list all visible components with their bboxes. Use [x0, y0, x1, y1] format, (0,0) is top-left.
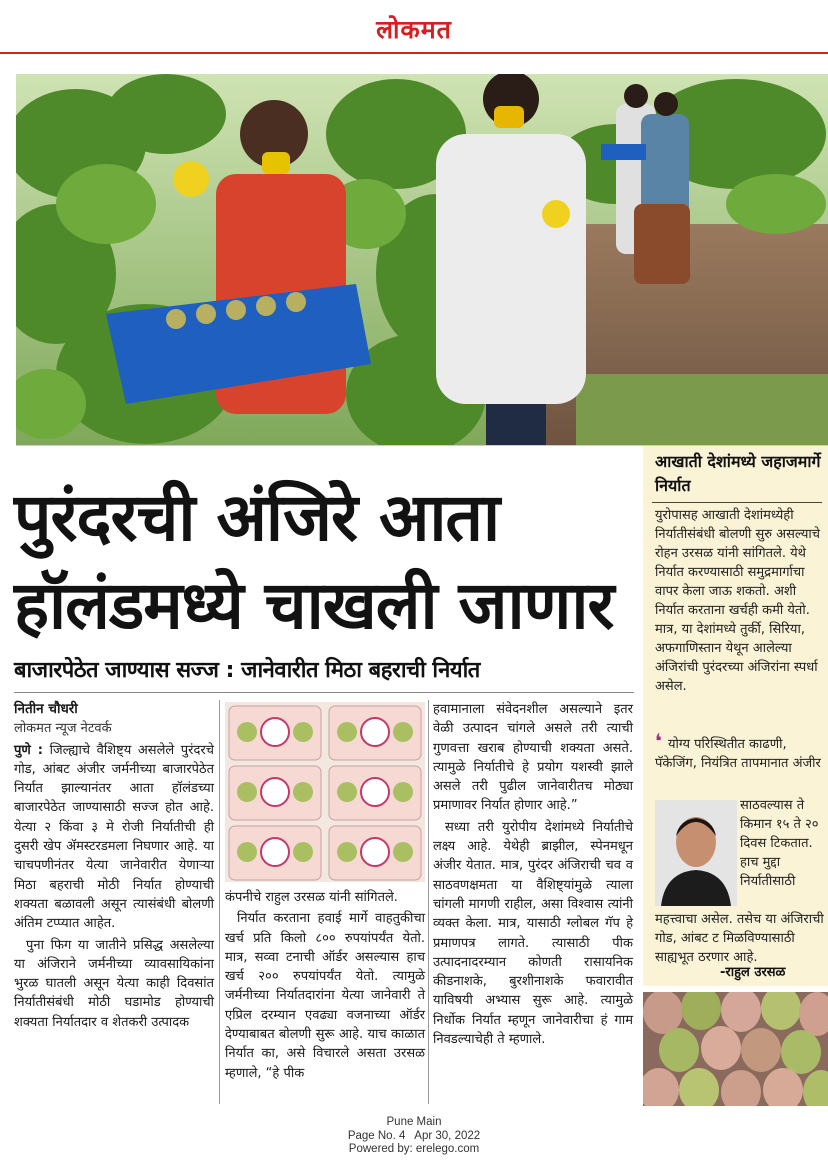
headline-line-2: हॉलंडमध्ये चाखली जाणार — [14, 567, 614, 644]
article-paragraph: हवामानाला संवेदनशील असल्याने इतर वेळी उत्पादन चांगले असले तरी त्याची गुणवत्ता खराब होण्याची शक्यता असते. त्यामुळे निर्यातीचे हे प्रयोग यशस्वी झाले असले तरी पुढील जानेवारीतच मोठ्या प्रमाणावर निर्यात होणार आहे.” — [433, 702, 633, 814]
portrait-photo — [655, 800, 737, 906]
lead-photo — [16, 74, 828, 446]
pull-quote-text: साठवल्यास ते किमान १५ ते २० दिवस टिकतात. हाच मुद्दा निर्यातीसाठी — [740, 798, 819, 889]
pull-quote-text: योग्य परिस्थितीत काढणी, पॅकेजिंग, नियंत्रित तापमानात अंजीर — [655, 737, 821, 771]
subhead-divider — [14, 692, 634, 693]
powered-by-link[interactable]: Powered by: erelego.com — [348, 1143, 480, 1155]
byline: नितीन चौधरी — [14, 701, 78, 717]
pull-quote-text: महत्त्वाचा असेल. तसेच या अंजिराची गोड, आंबट ट मिळविण्यासाठी साह्यभूत ठरणार आहे. — [655, 912, 824, 965]
newspaper-logo: लोकमत — [376, 15, 452, 44]
column-divider — [428, 700, 429, 1104]
subheadline: बाजारपेठेत जाण्यास सज्ज : जानेवारीत मिठा बहराची निर्यात — [14, 658, 480, 683]
sidebar-title-rule — [652, 502, 822, 503]
edition-label: Pune Main — [386, 1116, 442, 1128]
column-divider — [219, 700, 220, 1104]
article-paragraph: सध्या तरी युरोपीय देशांमध्ये निर्यातीचे लक्ष्य आहे. येथेही ब्राझील, स्पेनमधून अंजीर येतात. मात्र, पुरंदर अंजिराची चव व साठवणक्षमता या वैशिष्ट्यांमुळे त्याला चांगली मागणी राहील, असा विश्वास त्यांनी व्यक्त केला. मात्र, यासाठी ग्लोबल गॅप हे प्रमाणपत्र लागते. त्यासाठी पीक उत्पादनादरम्यान कोणती रासायनिक कीडनाशके, बुरशीनाशके फवारावीत याविषयी अभ्यास सुरू आहे. त्यामुळे निर्धोक निर्यात म्हणून जानेवारीचा हं गाम निवडल्याचेही ते म्हणाले. — [433, 819, 633, 1048]
article-column-3 — [433, 700, 633, 1051]
quote-mark-icon: ❛ — [655, 729, 662, 753]
article-text: जिल्ह्याचे वैशिष्ट्य असलेले पुरंदरचे गोड, आंबट अंजीर जर्मनीच्या बाजारपेठेत निर्यात झाल्यानंतर आता हॉलंडच्या बाजारपेठेत जाण्यासाठी सज्ज होत आहे. येत्या २ किंवा ३ मे रोजी निर्यातीची ही दुसरी खेप ॲमस्टरडमला निघणार आहे. या चाचपणीनंतर येत्या जानेवारीत येणाऱ्या मिठा बहराची मोठी निर्यात होण्याची शक्यता बळावली असून त्यासंबंधी बोलणी अंतिम टप्प्यात आहेत. — [14, 742, 214, 932]
article-paragraph: निर्यात करताना हवाई मार्गे वाहतुकीचा खर्च प्रति किलो ८०० रुपयांपर्यंत येतो. मात्र, सव्वा टनाची ऑर्डर असल्यास हाच खर्च २०० रुपयांपर्यंत येतो. त्यामुळे जर्मनीच्या निर्यातदारांना येत्या जानेवारी ते एप्रिल दरम्यान एवढ्या वजनाच्या ऑर्डर देण्याबाबत बोलणी सुरू आहे. याच काळात निर्यात का, असे विचारले असता उरसळ म्हणाले, “हे पीक — [225, 911, 425, 1081]
page-info: Page No. 4 Apr 30, 2022 — [347, 1129, 481, 1142]
headline-line-1: पुरंदरची अंजिरे आता — [14, 479, 500, 556]
article-paragraph: कंपनीचे राहुल उरसळ यांनी सांगितले. — [225, 890, 398, 905]
dateline: पुणे : — [14, 742, 43, 758]
packaging-photo — [225, 702, 425, 882]
avatar — [655, 800, 737, 906]
article-paragraph — [14, 741, 214, 934]
article-column-1 — [14, 700, 214, 1034]
pull-quote — [655, 729, 825, 773]
article-column-2 — [225, 888, 425, 1085]
article-paragraph: पुना फिग या जातीने प्रसिद्ध असलेल्या या अंजिराने जर्मनीच्या व्यावसायिकांना भुरळ घातली असून येत्या काही दिवसांत निर्यातीसंबंधी मोठी घडामोड होण्याची शक्यता निर्यातदार व शेतकरी उत्पादक — [14, 937, 214, 1030]
fig-harvest-photo — [16, 74, 828, 446]
page-footer — [0, 1116, 828, 1157]
masthead-rule — [0, 52, 828, 54]
sidebar-body: युरोपासह आखाती देशांमध्येही निर्यातीसंबंधी बोलणी सुरु असल्याचे रोहन उरसळ यांनी सांगितले. येथे निर्यात करण्यासाठी समुद्रमार्गाचा वापर केला जाऊ शकतो. अशी निर्यात करताना खर्चही कमी येतो. मात्र, या देशांमध्ये तुर्की, सिरिया, अफगाणिस्तान येथून आलेल्या अंजिरांची पुरंदरच्या अंजिरांना स्पर्धा असेल. — [655, 508, 820, 694]
fig-figs-closeup — [643, 992, 828, 1106]
figs-photo — [643, 992, 828, 1106]
masthead — [0, 0, 828, 56]
sidebar-title: आखाती देशांमध्ये जहाजमार्गे निर्यात — [655, 452, 821, 495]
news-bureau: लोकमत न्यूज नेटवर्क — [14, 721, 112, 737]
fig-packaged-figs — [225, 702, 425, 882]
quote-credit: -राहुल उरसळ — [720, 965, 786, 980]
